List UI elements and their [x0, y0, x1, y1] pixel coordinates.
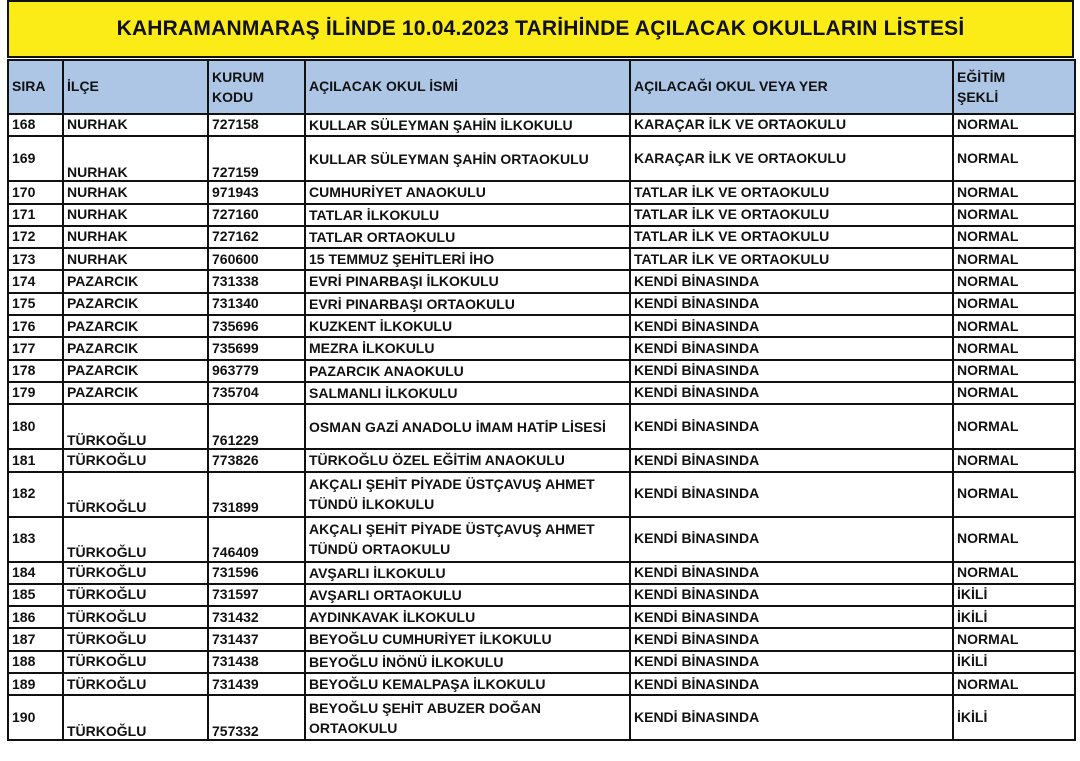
cell-egitim-sekli: NORMAL [953, 449, 1075, 471]
table-row [8, 114, 1075, 136]
cell-okul-yer: KENDİ BİNASINDA [630, 382, 953, 404]
cell-sira: 171 [8, 204, 63, 226]
cell-okul-ismi: CUMHURİYET ANAOKULU [305, 181, 630, 203]
cell-okul-yer: TATLAR İLK VE ORTAOKULU [630, 248, 953, 270]
cell-egitim-sekli: NORMAL [953, 270, 1075, 292]
cell-egitim-sekli: NORMAL [953, 673, 1075, 695]
cell-ilce: TÜRKOĞLU [63, 651, 208, 673]
cell-sira: 190 [8, 695, 63, 740]
cell-ilce: TÜRKOĞLU [63, 517, 208, 562]
cell-egitim-sekli: İKİLİ [953, 606, 1075, 628]
cell-okul-yer: KENDİ BİNASINDA [630, 404, 953, 449]
table-header-row [8, 60, 1075, 114]
cell-sira: 175 [8, 293, 63, 315]
cell-sira: 177 [8, 337, 63, 359]
cell-sira: 184 [8, 562, 63, 584]
cell-kurum-kodu: 773826 [208, 449, 305, 471]
cell-sira: 170 [8, 181, 63, 203]
table-row [8, 204, 1075, 226]
cell-egitim-sekli: İKİLİ [953, 695, 1075, 740]
cell-ilce: NURHAK [63, 226, 208, 248]
table-row [8, 337, 1075, 359]
table-row [8, 472, 1075, 517]
cell-okul-yer: KENDİ BİNASINDA [630, 628, 953, 650]
cell-okul-yer: TATLAR İLK VE ORTAOKULU [630, 204, 953, 226]
cell-okul-ismi: BEYOĞLU CUMHURİYET İLKOKULU [305, 628, 630, 650]
cell-okul-ismi: TATLAR İLKOKULU [305, 204, 630, 226]
cell-okul-ismi: BEYOĞLU KEMALPAŞA İLKOKULU [305, 673, 630, 695]
cell-okul-ismi: AYDINKAVAK İLKOKULU [305, 606, 630, 628]
cell-kurum-kodu: 746409 [208, 517, 305, 562]
schools-table [7, 59, 1076, 741]
cell-sira: 185 [8, 584, 63, 606]
cell-kurum-kodu: 731338 [208, 270, 305, 292]
cell-kurum-kodu: 727160 [208, 204, 305, 226]
cell-okul-yer: KENDİ BİNASINDA [630, 673, 953, 695]
table-row [8, 562, 1075, 584]
cell-egitim-sekli: NORMAL [953, 472, 1075, 517]
cell-ilce: PAZARCIK [63, 270, 208, 292]
cell-okul-ismi: AKÇALI ŞEHİT PİYADE ÜSTÇAVUŞ AHMET TÜNDÜ ORTAOKULU [305, 517, 630, 562]
cell-okul-yer: KENDİ BİNASINDA [630, 315, 953, 337]
cell-egitim-sekli: NORMAL [953, 404, 1075, 449]
cell-ilce: NURHAK [63, 114, 208, 136]
col-header-kurum-kodu-line2: KODU [212, 89, 254, 105]
cell-ilce: TÜRKOĞLU [63, 584, 208, 606]
cell-sira: 180 [8, 404, 63, 449]
col-header-egitim-line2: ŞEKLİ [957, 89, 999, 105]
cell-ilce: TÜRKOĞLU [63, 449, 208, 471]
cell-okul-ismi: AVŞARLI İLKOKULU [305, 562, 630, 584]
cell-egitim-sekli: NORMAL [953, 337, 1075, 359]
table-row [8, 382, 1075, 404]
cell-sira: 178 [8, 360, 63, 382]
cell-ilce: PAZARCIK [63, 382, 208, 404]
cell-sira: 168 [8, 114, 63, 136]
table-row [8, 517, 1075, 562]
cell-ilce: TÜRKOĞLU [63, 673, 208, 695]
cell-kurum-kodu: 757332 [208, 695, 305, 740]
cell-okul-ismi: TATLAR ORTAOKULU [305, 226, 630, 248]
cell-okul-yer: KENDİ BİNASINDA [630, 562, 953, 584]
col-header-kurum-kodu-line1: KURUM [212, 68, 265, 85]
cell-egitim-sekli: NORMAL [953, 181, 1075, 203]
table-row [8, 136, 1075, 181]
cell-okul-ismi: BEYOĞLU ŞEHİT ABUZER DOĞAN ORTAOKULU [305, 695, 630, 740]
cell-okul-ismi: BEYOĞLU İNÖNÜ İLKOKULU [305, 651, 630, 673]
cell-egitim-sekli: NORMAL [953, 562, 1075, 584]
cell-okul-yer: KARAÇAR İLK VE ORTAOKULU [630, 114, 953, 136]
cell-ilce: PAZARCIK [63, 315, 208, 337]
cell-sira: 183 [8, 517, 63, 562]
cell-egitim-sekli: NORMAL [953, 360, 1075, 382]
cell-kurum-kodu: 760600 [208, 248, 305, 270]
cell-egitim-sekli: İKİLİ [953, 584, 1075, 606]
table-row [8, 315, 1075, 337]
cell-ilce: TÜRKOĞLU [63, 404, 208, 449]
document-title: KAHRAMANMARAŞ İLİNDE 10.04.2023 TARİHİNDE AÇILACAK OKULLARIN LİSTESİ [7, 0, 1074, 58]
cell-sira: 189 [8, 673, 63, 695]
cell-kurum-kodu: 727162 [208, 226, 305, 248]
cell-ilce: PAZARCIK [63, 337, 208, 359]
cell-sira: 182 [8, 472, 63, 517]
cell-kurum-kodu: 731596 [208, 562, 305, 584]
cell-sira: 187 [8, 628, 63, 650]
cell-egitim-sekli: İKİLİ [953, 651, 1075, 673]
cell-okul-yer: TATLAR İLK VE ORTAOKULU [630, 226, 953, 248]
cell-sira: 172 [8, 226, 63, 248]
cell-kurum-kodu: 761229 [208, 404, 305, 449]
cell-okul-yer: KENDİ BİNASINDA [630, 270, 953, 292]
cell-kurum-kodu: 735696 [208, 315, 305, 337]
table-row [8, 226, 1075, 248]
cell-sira: 186 [8, 606, 63, 628]
cell-okul-ismi: AKÇALI ŞEHİT PİYADE ÜSTÇAVUŞ AHMET TÜNDÜ İLKOKULU [305, 472, 630, 517]
cell-okul-yer: KENDİ BİNASINDA [630, 293, 953, 315]
cell-kurum-kodu: 731597 [208, 584, 305, 606]
cell-okul-ismi: KULLAR SÜLEYMAN ŞAHİN İLKOKULU [305, 114, 630, 136]
col-header-egitim [953, 60, 1075, 114]
cell-ilce: TÜRKOĞLU [63, 562, 208, 584]
cell-ilce: TÜRKOĞLU [63, 606, 208, 628]
col-header-sira: SIRA [8, 60, 63, 114]
table-row [8, 248, 1075, 270]
table-row [8, 181, 1075, 203]
cell-okul-yer: KENDİ BİNASINDA [630, 695, 953, 740]
cell-egitim-sekli: NORMAL [953, 293, 1075, 315]
cell-egitim-sekli: NORMAL [953, 628, 1075, 650]
cell-okul-yer: KENDİ BİNASINDA [630, 584, 953, 606]
cell-kurum-kodu: 731899 [208, 472, 305, 517]
cell-egitim-sekli: NORMAL [953, 204, 1075, 226]
cell-ilce: NURHAK [63, 136, 208, 181]
cell-ilce: TÜRKOĞLU [63, 695, 208, 740]
table-row [8, 270, 1075, 292]
table-row [8, 360, 1075, 382]
cell-egitim-sekli: NORMAL [953, 114, 1075, 136]
table-row [8, 404, 1075, 449]
cell-ilce: PAZARCIK [63, 360, 208, 382]
cell-okul-yer: TATLAR İLK VE ORTAOKULU [630, 181, 953, 203]
cell-okul-yer: KENDİ BİNASINDA [630, 337, 953, 359]
cell-okul-ismi: OSMAN GAZİ ANADOLU İMAM HATİP LİSESİ [305, 404, 630, 449]
cell-okul-ismi: 15 TEMMUZ ŞEHİTLERİ İHO [305, 248, 630, 270]
cell-sira: 181 [8, 449, 63, 471]
cell-egitim-sekli: NORMAL [953, 248, 1075, 270]
cell-ilce: NURHAK [63, 248, 208, 270]
cell-sira: 173 [8, 248, 63, 270]
cell-ilce: NURHAK [63, 181, 208, 203]
table-row [8, 293, 1075, 315]
cell-sira: 169 [8, 136, 63, 181]
cell-sira: 174 [8, 270, 63, 292]
table-row [8, 673, 1075, 695]
cell-sira: 188 [8, 651, 63, 673]
table-row [8, 651, 1075, 673]
table-row [8, 584, 1075, 606]
cell-kurum-kodu: 731437 [208, 628, 305, 650]
cell-okul-ismi: KULLAR SÜLEYMAN ŞAHİN ORTAOKULU [305, 136, 630, 181]
col-header-ilce: İLÇE [63, 60, 208, 114]
cell-okul-yer: KENDİ BİNASINDA [630, 449, 953, 471]
cell-kurum-kodu: 727159 [208, 136, 305, 181]
col-header-okul: AÇILACAK OKUL İSMİ [305, 60, 630, 114]
cell-egitim-sekli: NORMAL [953, 382, 1075, 404]
table-row [8, 449, 1075, 471]
table-row [8, 628, 1075, 650]
cell-sira: 176 [8, 315, 63, 337]
cell-okul-ismi: PAZARCIK ANAOKULU [305, 360, 630, 382]
cell-okul-yer: KENDİ BİNASINDA [630, 360, 953, 382]
cell-egitim-sekli: NORMAL [953, 315, 1075, 337]
cell-egitim-sekli: NORMAL [953, 517, 1075, 562]
cell-ilce: TÜRKOĞLU [63, 628, 208, 650]
cell-sira: 179 [8, 382, 63, 404]
cell-okul-ismi: AVŞARLI ORTAOKULU [305, 584, 630, 606]
cell-kurum-kodu: 971943 [208, 181, 305, 203]
cell-okul-yer: KENDİ BİNASINDA [630, 472, 953, 517]
col-header-yer: AÇILACAĞI OKUL VEYA YER [630, 60, 953, 114]
cell-okul-ismi: MEZRA İLKOKULU [305, 337, 630, 359]
cell-kurum-kodu: 731432 [208, 606, 305, 628]
col-header-egitim-line1: EĞİTİM [957, 68, 1006, 85]
cell-okul-ismi: EVRİ PINARBAŞI İLKOKULU [305, 270, 630, 292]
table-row [8, 606, 1075, 628]
table-row [8, 695, 1075, 740]
cell-okul-yer: KENDİ BİNASINDA [630, 606, 953, 628]
cell-egitim-sekli: NORMAL [953, 226, 1075, 248]
cell-okul-ismi: KUZKENT İLKOKULU [305, 315, 630, 337]
cell-kurum-kodu: 731438 [208, 651, 305, 673]
cell-okul-ismi: EVRİ PINARBAŞI ORTAOKULU [305, 293, 630, 315]
cell-okul-ismi: TÜRKOĞLU ÖZEL EĞİTİM ANAOKULU [305, 449, 630, 471]
cell-ilce: PAZARCIK [63, 293, 208, 315]
cell-kurum-kodu: 735699 [208, 337, 305, 359]
cell-kurum-kodu: 963779 [208, 360, 305, 382]
cell-kurum-kodu: 735704 [208, 382, 305, 404]
cell-ilce: NURHAK [63, 204, 208, 226]
cell-okul-yer: KENDİ BİNASINDA [630, 517, 953, 562]
cell-okul-ismi: SALMANLI İLKOKULU [305, 382, 630, 404]
cell-okul-yer: KARAÇAR İLK VE ORTAOKULU [630, 136, 953, 181]
cell-okul-yer: KENDİ BİNASINDA [630, 651, 953, 673]
col-header-kurum-kodu [208, 60, 305, 114]
cell-ilce: TÜRKOĞLU [63, 472, 208, 517]
cell-egitim-sekli: NORMAL [953, 136, 1075, 181]
cell-kurum-kodu: 731439 [208, 673, 305, 695]
cell-kurum-kodu: 731340 [208, 293, 305, 315]
cell-kurum-kodu: 727158 [208, 114, 305, 136]
